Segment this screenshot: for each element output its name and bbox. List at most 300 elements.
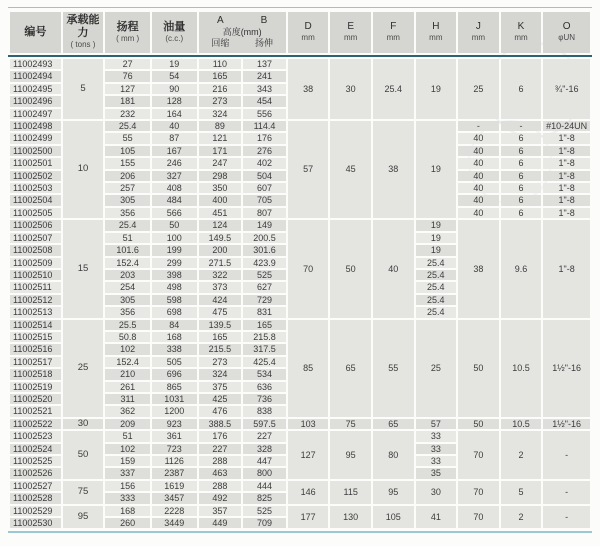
h-cell: 33	[416, 444, 457, 454]
oil-cell: 723	[152, 444, 197, 454]
oil-cell: 299	[152, 258, 197, 268]
d-cell: 177	[288, 506, 329, 529]
spec-table-body	[8, 57, 592, 530]
j-cell: 40	[458, 208, 499, 218]
a-cell: 357	[199, 506, 242, 516]
k-cell: 10.5	[501, 419, 542, 429]
oil-cell: 498	[152, 282, 197, 292]
a-cell: 215.5	[199, 344, 242, 354]
j-cell: 40	[458, 133, 499, 143]
capacity-cell: 95	[63, 506, 104, 529]
a-cell: 373	[199, 282, 242, 292]
o-cell: 1"-8	[543, 183, 590, 193]
capacity-cell: 75	[63, 481, 104, 504]
oil-cell: 505	[152, 357, 197, 367]
oil-label: 油量	[163, 20, 186, 33]
part-number-cell: 11002499	[10, 133, 61, 143]
capacity-cell: 15	[63, 220, 104, 317]
col-header-h	[416, 12, 457, 53]
b-cell: 838	[243, 406, 286, 416]
b-cell: 525	[243, 270, 286, 280]
b-cell: 137	[243, 59, 286, 69]
part-number-cell: 11002522	[10, 419, 61, 429]
a-cell: 492	[199, 493, 242, 503]
j-cell: 50	[458, 419, 499, 429]
stroke-cell: 168	[105, 506, 150, 516]
stroke-cell: 101.6	[105, 245, 150, 255]
stroke-cell: 181	[105, 96, 150, 106]
oil-unit: (c.c.)	[165, 33, 184, 43]
oil-cell: 168	[152, 332, 197, 342]
stroke-cell: 333	[105, 493, 150, 503]
e-cell: 65	[330, 320, 371, 417]
stroke-cell: 51	[105, 431, 150, 441]
stroke-cell: 102	[105, 344, 150, 354]
col-header-part-number	[10, 12, 61, 53]
a-cell: 165	[199, 332, 242, 342]
stroke-cell: 25.5	[105, 320, 150, 330]
b-cell: 343	[243, 84, 286, 94]
h-cell: 25.4	[416, 282, 457, 292]
oil-cell: 1031	[152, 394, 197, 404]
capacity-cell: 25	[63, 320, 104, 417]
capacity-label: 承载能力	[66, 14, 100, 39]
a-cell: 149.5	[199, 233, 242, 243]
a-cell: 324	[199, 109, 242, 119]
h-cell: 19	[416, 121, 457, 218]
h-label: H	[432, 21, 440, 32]
stroke-cell: 156	[105, 481, 150, 491]
col-header-height-ab	[199, 12, 286, 53]
b-cell: 328	[243, 444, 286, 454]
d-cell: 85	[288, 320, 329, 417]
table-row	[10, 320, 590, 330]
oil-cell: 50	[152, 220, 197, 230]
oil-cell: 338	[152, 344, 197, 354]
k-unit: mm	[514, 33, 528, 42]
j-cell: 40	[458, 146, 499, 156]
top-divider	[8, 7, 592, 8]
e-cell: 115	[330, 481, 371, 504]
h-unit: mm	[429, 33, 443, 42]
part-number-cell: 11002525	[10, 456, 61, 466]
b-cell: 301.6	[243, 245, 286, 255]
e-cell: 95	[330, 431, 371, 479]
stroke-cell: 356	[105, 307, 150, 317]
spec-table-header	[8, 10, 592, 55]
part-number-cell: 11002508	[10, 245, 61, 255]
part-number-cell: 11002517	[10, 357, 61, 367]
j-cell: 25	[458, 59, 499, 119]
k-cell: 6	[501, 59, 542, 119]
oil-cell: 54	[152, 71, 197, 81]
part-number-cell: 11002528	[10, 493, 61, 503]
b-cell: 241	[243, 71, 286, 81]
part-number-cell: 11002500	[10, 146, 61, 156]
b-cell: 800	[243, 468, 286, 478]
k-cell: 2	[501, 431, 542, 479]
part-number-cell: 11002510	[10, 270, 61, 280]
a-cell: 273	[199, 357, 242, 367]
oil-cell: 2228	[152, 506, 197, 516]
col-header-stroke	[105, 12, 150, 53]
stroke-cell: 51	[105, 233, 150, 243]
a-cell: 322	[199, 270, 242, 280]
k-cell: -	[501, 121, 542, 131]
a-cell: 271.5	[199, 258, 242, 268]
e-cell: 75	[330, 419, 371, 429]
d-cell: 127	[288, 431, 329, 479]
o-cell: ¾"-16	[543, 59, 590, 119]
b-cell: 705	[243, 195, 286, 205]
a-cell: 89	[199, 121, 242, 131]
oil-cell: 3457	[152, 493, 197, 503]
oil-cell: 167	[152, 146, 197, 156]
j-unit: mm	[471, 33, 486, 42]
stroke-cell: 311	[105, 394, 150, 404]
h-cell: 25.4	[416, 258, 457, 268]
k-cell: 6	[501, 195, 542, 205]
a-cell: 247	[199, 158, 242, 168]
part-number-cell: 11002494	[10, 71, 61, 81]
o-cell: 1"-8	[543, 195, 590, 205]
h-cell: 25.4	[416, 307, 457, 317]
b-cell: 276	[243, 146, 286, 156]
o-cell: -	[543, 506, 590, 529]
oil-cell: 865	[152, 382, 197, 392]
bottom-divider	[8, 531, 592, 533]
a-cell: 165	[199, 71, 242, 81]
f-cell: 105	[373, 506, 414, 529]
part-number-cell: 11002498	[10, 121, 61, 131]
stroke-cell: 305	[105, 195, 150, 205]
stroke-cell: 102	[105, 444, 150, 454]
e-cell: 45	[330, 121, 371, 218]
j-cell: 40	[458, 171, 499, 181]
part-number-cell: 11002513	[10, 307, 61, 317]
j-cell: 40	[458, 158, 499, 168]
a-cell: 298	[199, 171, 242, 181]
stroke-cell: 210	[105, 369, 150, 379]
col-header-e	[330, 12, 371, 53]
stroke-cell: 362	[105, 406, 150, 416]
k-cell: 6	[501, 146, 542, 156]
e-unit: mm	[344, 33, 358, 42]
a-cell: 176	[199, 431, 242, 441]
capacity-cell: 50	[63, 431, 104, 479]
part-number-cell: 11002495	[10, 84, 61, 94]
f-cell: 80	[373, 431, 414, 479]
oil-cell: 164	[152, 109, 197, 119]
b-cell: 597.5	[243, 419, 286, 429]
k-label: K	[517, 21, 525, 32]
d-label: D	[304, 21, 312, 32]
part-number-cell: 11002501	[10, 158, 61, 168]
f-unit: mm	[386, 33, 400, 42]
oil-cell: 696	[152, 369, 197, 379]
b-cell: 825	[243, 493, 286, 503]
oil-cell: 327	[152, 171, 197, 181]
stroke-cell: 159	[105, 456, 150, 466]
j-cell: 70	[458, 506, 499, 529]
a-cell: 273	[199, 96, 242, 106]
part-number-cell: 11002511	[10, 282, 61, 292]
part-number-label: 编号	[24, 25, 47, 38]
j-cell: -	[458, 121, 499, 131]
oil-cell: 87	[152, 133, 197, 143]
part-number-cell: 11002520	[10, 394, 61, 404]
part-number-cell: 11002530	[10, 518, 61, 528]
f-cell: 38	[373, 121, 414, 218]
a-cell: 388.5	[199, 419, 242, 429]
spec-table	[8, 10, 592, 533]
e-label: E	[347, 21, 354, 32]
b-cell: 607	[243, 183, 286, 193]
b-cell: 636	[243, 382, 286, 392]
a-cell: 216	[199, 84, 242, 94]
o-cell: 1"-8	[543, 208, 590, 218]
part-number-cell: 11002514	[10, 320, 61, 330]
part-number-cell: 11002503	[10, 183, 61, 193]
h-cell: 19	[416, 245, 457, 255]
height-label: 高度(mm)	[222, 27, 262, 37]
stroke-cell: 337	[105, 468, 150, 478]
part-number-cell: 11002529	[10, 506, 61, 516]
h-cell: 33	[416, 456, 457, 466]
f-cell: 65	[373, 419, 414, 429]
stroke-unit: ( mm )	[116, 33, 140, 43]
stroke-cell: 152.4	[105, 258, 150, 268]
stroke-cell: 25.4	[105, 121, 150, 131]
oil-cell: 1619	[152, 481, 197, 491]
part-number-cell: 11002523	[10, 431, 61, 441]
a-cell: 110	[199, 59, 242, 69]
o-cell: 1"-8	[543, 133, 590, 143]
b-cell: 402	[243, 158, 286, 168]
h-cell: 41	[416, 506, 457, 529]
o-label: O	[562, 21, 571, 32]
stroke-cell: 105	[105, 146, 150, 156]
h-cell: 30	[416, 481, 457, 504]
a-cell: 476	[199, 406, 242, 416]
j-cell: 40	[458, 183, 499, 193]
oil-cell: 484	[152, 195, 197, 205]
b-cell: 525	[243, 506, 286, 516]
o-cell: 1"-8	[543, 158, 590, 168]
part-number-cell: 11002516	[10, 344, 61, 354]
part-number-cell: 11002506	[10, 220, 61, 230]
capacity-cell: 10	[63, 121, 104, 218]
b-cell: 149	[243, 220, 286, 230]
stroke-cell: 127	[105, 84, 150, 94]
k-cell: 6	[501, 208, 542, 218]
h-cell: 19	[416, 220, 457, 230]
o-cell: -	[543, 431, 590, 479]
a-cell: 227	[199, 444, 242, 454]
oil-cell: 100	[152, 233, 197, 243]
b-cell: 831	[243, 307, 286, 317]
oil-cell: 246	[152, 158, 197, 168]
a-cell: 451	[199, 208, 242, 218]
j-cell: 38	[458, 220, 499, 317]
b-cell: 627	[243, 282, 286, 292]
col-b-label: B	[260, 15, 268, 26]
part-number-cell: 11002527	[10, 481, 61, 491]
a-cell: 463	[199, 468, 242, 478]
table-row	[10, 506, 590, 516]
a-cell: 475	[199, 307, 242, 317]
table-row	[10, 481, 590, 491]
part-number-cell: 11002526	[10, 468, 61, 478]
h-cell: 25.4	[416, 270, 457, 280]
b-cell: 165	[243, 320, 286, 330]
b-cell: 454	[243, 96, 286, 106]
a-cell: 200	[199, 245, 242, 255]
part-number-cell: 11002524	[10, 444, 61, 454]
b-cell: 200.5	[243, 233, 286, 243]
d-cell: 38	[288, 59, 329, 119]
table-row	[10, 431, 590, 441]
oil-cell: 84	[152, 320, 197, 330]
stroke-cell: 356	[105, 208, 150, 218]
b-cell: 444	[243, 481, 286, 491]
stroke-cell: 55	[105, 133, 150, 143]
h-cell: 57	[416, 419, 457, 429]
b-cell: 736	[243, 394, 286, 404]
oil-cell: 199	[152, 245, 197, 255]
oil-cell: 1126	[152, 456, 197, 466]
stroke-cell: 209	[105, 419, 150, 429]
h-cell: 25	[416, 320, 457, 417]
b-cell: 534	[243, 369, 286, 379]
h-cell: 25.4	[416, 295, 457, 305]
part-number-cell: 11002509	[10, 258, 61, 268]
stroke-cell: 305	[105, 295, 150, 305]
b-cell: 447	[243, 456, 286, 466]
d-unit: mm	[301, 33, 315, 42]
stroke-cell: 50.8	[105, 332, 150, 342]
o-cell: 1"-8	[543, 146, 590, 156]
o-cell: -	[543, 481, 590, 504]
table-row	[10, 121, 590, 131]
b-cell: 114.4	[243, 121, 286, 131]
stroke-cell: 76	[105, 71, 150, 81]
a-cell: 400	[199, 195, 242, 205]
col-header-oil	[152, 12, 197, 53]
part-number-cell: 11002496	[10, 96, 61, 106]
header-row	[10, 12, 590, 53]
stroke-cell: 152.4	[105, 357, 150, 367]
a-cell: 375	[199, 382, 242, 392]
part-number-cell: 11002521	[10, 406, 61, 416]
oil-cell: 698	[152, 307, 197, 317]
f-cell: 95	[373, 481, 414, 504]
part-number-cell: 11002507	[10, 233, 61, 243]
k-cell: 10.5	[501, 320, 542, 417]
part-number-cell: 11002497	[10, 109, 61, 119]
capacity-unit: ( tons )	[70, 40, 96, 49]
a-cell: 350	[199, 183, 242, 193]
part-number-cell: 11002512	[10, 295, 61, 305]
oil-cell: 566	[152, 208, 197, 218]
part-number-cell: 11002502	[10, 171, 61, 181]
b-cell: 556	[243, 109, 286, 119]
stroke-cell: 260	[105, 518, 150, 528]
k-cell: 9.6	[501, 220, 542, 317]
a-cell: 124	[199, 220, 242, 230]
j-cell: 40	[458, 195, 499, 205]
stroke-cell: 254	[105, 282, 150, 292]
d-cell: 103	[288, 419, 329, 429]
col-header-d	[288, 12, 329, 53]
h-cell: 35	[416, 468, 457, 478]
stroke-cell: 206	[105, 171, 150, 181]
oil-cell: 40	[152, 121, 197, 131]
part-number-cell: 11002519	[10, 382, 61, 392]
k-cell: 6	[501, 158, 542, 168]
d-cell: 146	[288, 481, 329, 504]
j-label: J	[475, 21, 481, 32]
f-cell: 25.4	[373, 59, 414, 119]
oil-cell: 90	[152, 84, 197, 94]
a-cell: 424	[199, 295, 242, 305]
a-cell: 425	[199, 394, 242, 404]
oil-cell: 3449	[152, 518, 197, 528]
stroke-cell: 232	[105, 109, 150, 119]
b-cell: 317.5	[243, 344, 286, 354]
part-number-cell: 11002505	[10, 208, 61, 218]
a-cell: 121	[199, 133, 242, 143]
k-cell: 5	[501, 481, 542, 504]
a-cell: 288	[199, 456, 242, 466]
k-cell: 6	[501, 183, 542, 193]
e-cell: 130	[330, 506, 371, 529]
k-cell: 6	[501, 171, 542, 181]
b-cell: 227	[243, 431, 286, 441]
extended-label: 扬伸	[254, 38, 273, 48]
oil-cell: 408	[152, 183, 197, 193]
stroke-cell: 257	[105, 183, 150, 193]
a-cell: 171	[199, 146, 242, 156]
col-header-j	[458, 12, 499, 53]
d-cell: 70	[288, 220, 329, 317]
retracted-label: 回缩	[211, 38, 230, 48]
table-row	[10, 220, 590, 230]
b-cell: 729	[243, 295, 286, 305]
o-cell: 1"-8	[543, 220, 590, 317]
capacity-cell: 30	[63, 419, 104, 429]
part-number-cell: 11002518	[10, 369, 61, 379]
oil-cell: 598	[152, 295, 197, 305]
h-cell: 19	[416, 233, 457, 243]
b-cell: 425.4	[243, 357, 286, 367]
b-cell: 807	[243, 208, 286, 218]
stroke-cell: 155	[105, 158, 150, 168]
j-cell: 70	[458, 481, 499, 504]
b-cell: 423.9	[243, 258, 286, 268]
stroke-cell: 27	[105, 59, 150, 69]
oil-cell: 19	[152, 59, 197, 69]
e-cell: 50	[330, 220, 371, 317]
d-cell: 57	[288, 121, 329, 218]
capacity-cell: 5	[63, 59, 104, 119]
f-cell: 40	[373, 220, 414, 317]
o-cell: 1"-8	[543, 171, 590, 181]
b-cell: 709	[243, 518, 286, 528]
o-cell: 1½"-16	[543, 320, 590, 417]
stroke-cell: 25.4	[105, 220, 150, 230]
h-cell: 19	[416, 59, 457, 119]
